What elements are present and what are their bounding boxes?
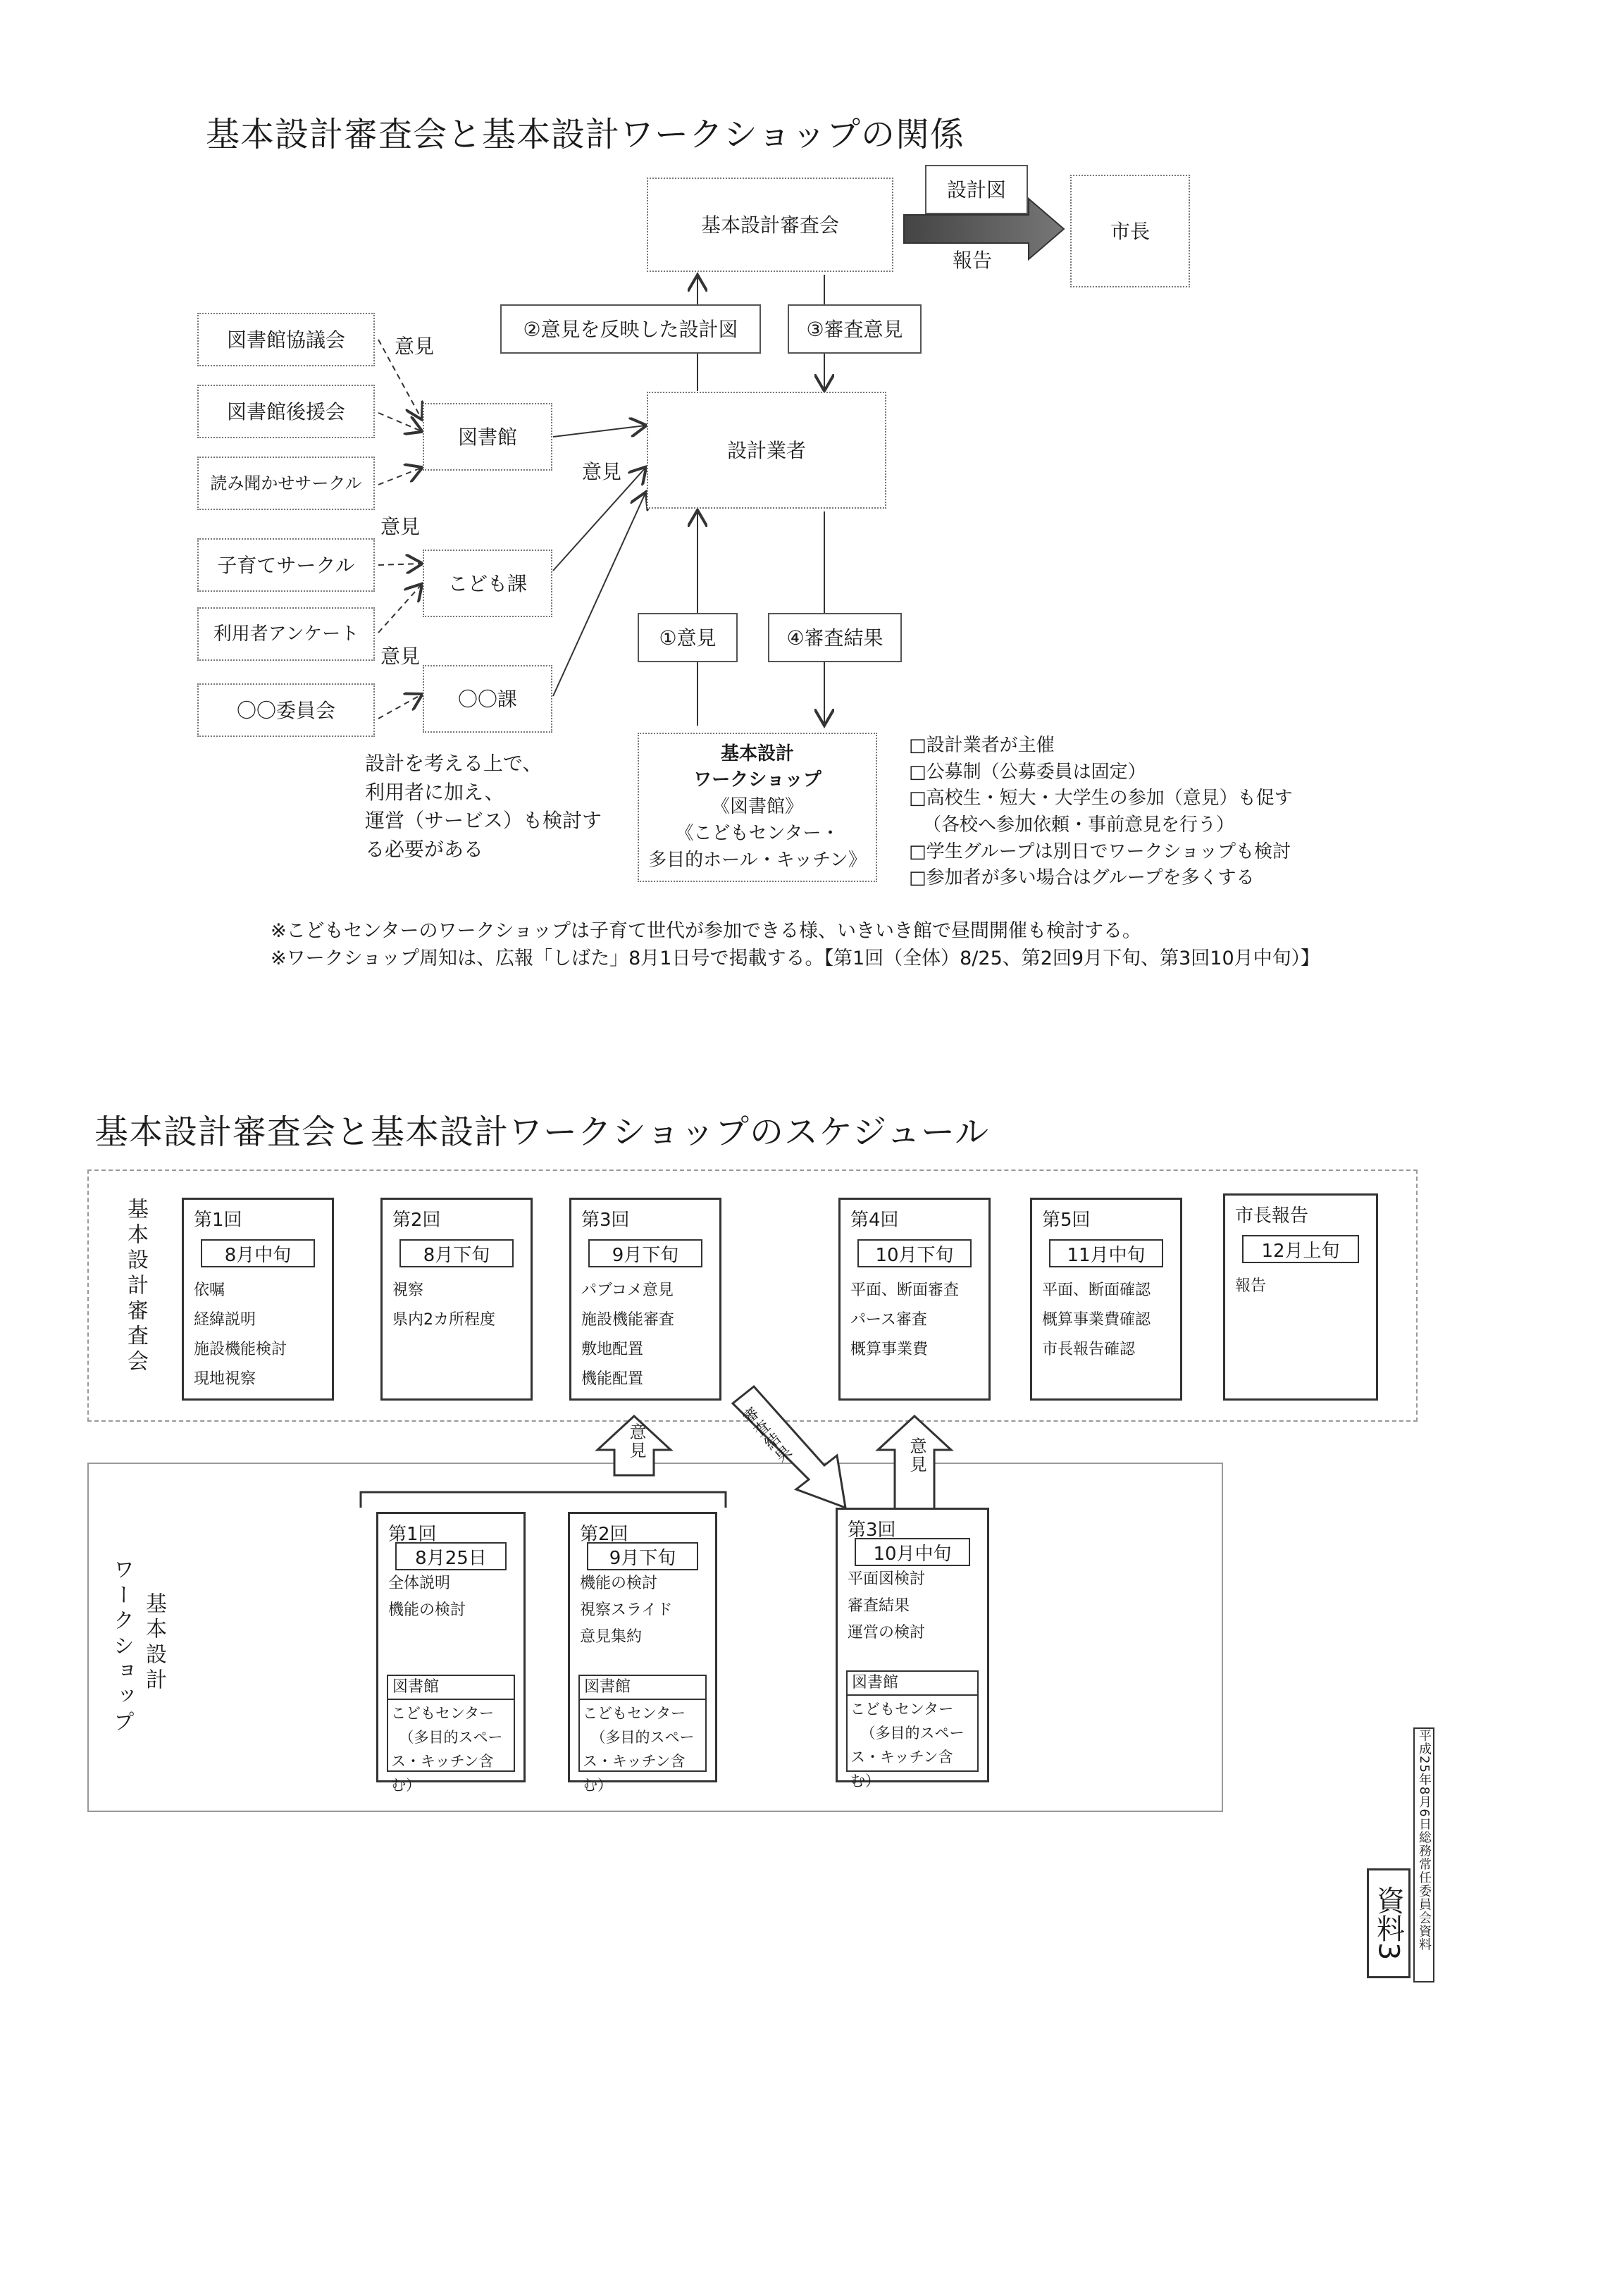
workshop-card-2: 第2回 9月下旬 機能の検討 視察スライド 意見集約 図書館 こどもセンター （多目的スペー ス・キッチン含む） <box>568 1512 717 1782</box>
section1-title: 基本設計審査会と基本設計ワークショップの関係 <box>206 115 965 154</box>
source-reading-circle: 読み聞かせサークル <box>197 457 375 510</box>
source-parenting-circle: 子育てサークル <box>197 538 375 592</box>
workshop-card-1-sub-head: 図書館 <box>387 1675 515 1700</box>
mayor-box: 市長 <box>1070 175 1190 287</box>
material-number-label: 資料3 <box>1367 1868 1410 1978</box>
design-council-box: 基本設計審査会 <box>647 178 893 272</box>
opinion-label-3: 意見 <box>380 515 421 538</box>
council-card-4: 第4回 10月下旬 平面、断面審査 パース審査 概算事業費 <box>838 1198 991 1401</box>
library-box: 図書館 <box>423 403 552 471</box>
review-result-box: ④審査結果 <box>768 613 902 662</box>
workshop-card-1: 第1回 8月25日 全体説明 機能の検討 図書館 こどもセンター （多目的スペー ス・キッチン含む） <box>376 1512 526 1782</box>
section2-title: 基本設計審査会と基本設計ワークショップのスケジュール <box>94 1112 990 1152</box>
source-library-council: 図書館協議会 <box>197 313 375 366</box>
opinion-label-1: 意見 <box>395 335 435 358</box>
arrow-opinion-label-2: 意見 <box>907 1437 926 1474</box>
source-committee: 〇〇委員会 <box>197 683 375 737</box>
document-date-stamp: 平成25年8月6日総務常任委員会資料 <box>1413 1727 1434 1982</box>
workshop-card-3: 第3回 10月中旬 平面図検討 審査結果 運営の検討 図書館 こどもセンター （多目的スペー ス・キッチン含む） <box>836 1508 989 1782</box>
opinion-label-2: 意見 <box>582 460 622 483</box>
review-opinion-box: ③審査意見 <box>788 304 922 354</box>
design-doc-label: 設計図 <box>925 165 1028 214</box>
workshop-vertical-label-2: ワークショップ <box>109 1558 134 1736</box>
council-card-5: 第5回 11月中旬 平面、断面確認 概算事業費確認 市長報告確認 <box>1030 1198 1182 1401</box>
kodomo-dept-box: こども課 <box>423 550 552 617</box>
council-card-2: 第2回 8月下旬 視察 県内2カ所程度 <box>380 1198 533 1401</box>
council-card-3: 第3回 9月下旬 パブコメ意見 施設機能審査 敷地配置 機能配置 <box>569 1198 721 1401</box>
workshop-box: 基本設計 ワークショップ 《図書館》 《こどもセンター・ 多目的ホール・キッチン》 <box>638 733 877 882</box>
opinion-label-4: 意見 <box>380 645 421 668</box>
footnotes: ※こどもセンターのワークショップは子育て世代が参加できる様、いきいき館で昼間開催も検討する。 ※ワークショップ周知は、広報「しばた」8月1日号で掲載する。【第1回（全体）8/25、第2回9月下旬、第3回10月中旬）】 <box>271 920 1320 970</box>
council-card-mayor: 市長報告 12月上旬 報告 <box>1223 1193 1378 1401</box>
source-library-supporters: 図書館後援会 <box>197 385 375 438</box>
workshop-vertical-label-1: 基本設計 <box>142 1592 166 1694</box>
workshop-card-3-sub-body: こどもセンター （多目的スペー ス・キッチン含む） <box>846 1694 979 1772</box>
other-dept-box: 〇〇課 <box>423 665 552 733</box>
side-note: 設計を考える上で、 利用者に加え、 運営（サービス）も検討す る必要がある <box>365 752 602 861</box>
report-label: 報告 <box>953 249 993 272</box>
checklist: □設計業者が主催 □公募制（公募委員は固定） □高校生・短大・大学生の参加（意見）も促す （各校へ参加依頼・事前意見を行う） □学生グループは別日でワークショップも検討 □参加者が多い場合はグループを多くする <box>909 735 1293 889</box>
workshop-card-1-sub-body: こどもセンター （多目的スペー ス・キッチン含む） <box>387 1699 515 1772</box>
council-vertical-label: 基本設計審査会 <box>123 1198 148 1375</box>
reflected-design-box: ②意見を反映した設計図 <box>500 304 761 354</box>
arrow-review-result-label: 審査結果 <box>738 1404 795 1467</box>
workshop-card-2-sub-head: 図書館 <box>578 1675 707 1700</box>
workshop-card-3-sub-head: 図書館 <box>846 1670 979 1696</box>
arrow-opinion-label-1: 意見 <box>626 1423 646 1460</box>
designer-box: 設計業者 <box>647 392 886 509</box>
source-user-survey: 利用者アンケート <box>197 607 375 661</box>
workshop-card-2-sub-body: こどもセンター （多目的スペー ス・キッチン含む） <box>578 1699 707 1772</box>
council-card-1: 第1回 8月中旬 依嘱 経緯説明 施設機能検討 現地視察 <box>182 1198 334 1401</box>
opinion-1-box: ①意見 <box>638 613 738 662</box>
